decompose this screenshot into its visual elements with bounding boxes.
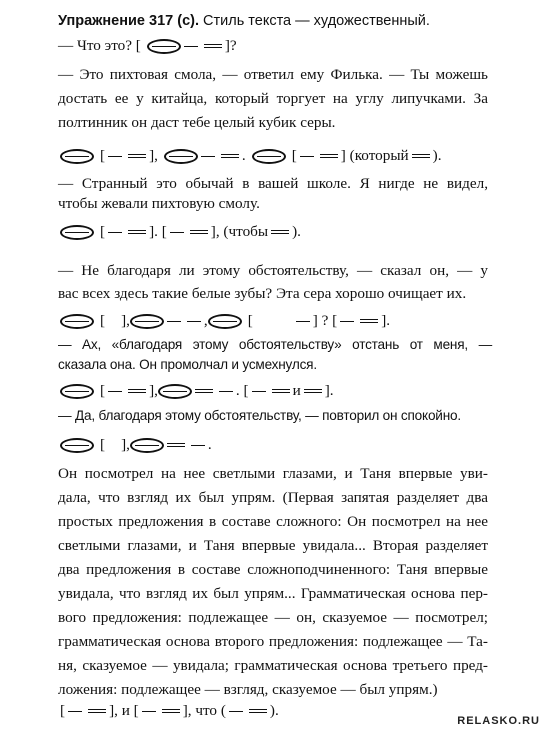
paragraph-line: ня, сказуемое — увидала; грамматическая основа третьего пред- [58, 657, 488, 674]
dialogue-line-1: — Что это? [ ]? [58, 37, 237, 54]
paragraph-line: увидала, что взгляд их был упрям... Грамматическая основа пер- [58, 585, 488, 602]
text-line: сказала она. Он промолчал и усмехнулся. [58, 357, 317, 372]
text-line: чтобы жевали пихтовую смолу. [58, 195, 260, 212]
paragraph-line: грамматическая основа второго предложения: подлежащее — Та- [58, 633, 488, 650]
paragraph-line: Он посмотрел на нее светлыми глазами, и Таня впервые уви- [58, 465, 488, 482]
scheme-oval-icon [60, 384, 94, 399]
paragraph-line: светлыми глазами, и Таня впервые увидала... Вторая разделяет [58, 537, 488, 554]
sentence-scheme-2: [ ]. [ ], (чтобы ). [60, 221, 301, 243]
sentence-scheme-1: [ ], . [ ] (который ). [60, 145, 442, 167]
exercise-title [58, 12, 430, 30]
paragraph-line: дала, что взгляд их был упрям. (Первая запятая разделяет два [58, 489, 488, 506]
scheme-oval-icon [60, 149, 94, 164]
watermark: RELASKO.RU [457, 715, 540, 727]
text-line: — Ах, «благодаря этому обстоятельству» отстань от меня, — [58, 337, 492, 352]
scheme-oval-icon [164, 149, 198, 164]
subject-oval-icon [147, 39, 181, 54]
sentence-scheme-6: [ ], и [ ], что ( ). [60, 702, 279, 719]
sentence-scheme-4: [ ], . [ и ]. [60, 380, 334, 402]
exercise-number: Упражнение 317 (с). [58, 13, 199, 29]
paragraph-line: вого предложения: подлежащее — он, сказуемое — посмотрел; [58, 609, 488, 626]
text-line: — Да, благодаря этому обстоятельству, — повторил он спокойно. [58, 408, 461, 423]
sentence-scheme-3: [ ], , [ ] ? [ ]. [60, 310, 390, 332]
scheme-oval-icon [208, 314, 242, 329]
predicate-mark-icon [184, 46, 198, 47]
text-line: полтинник он даст тебе целый кубик серы. [58, 114, 336, 131]
scheme-oval-icon [252, 149, 286, 164]
text-line: достать ее у китайца, который торгует на углу липучками. За [58, 90, 488, 107]
scheme-oval-icon [60, 314, 94, 329]
scheme-oval-icon [60, 225, 94, 240]
paragraph-line: простых предложения в составе сложного: Он посмотрел на нее [58, 513, 488, 530]
exercise-style: Стиль текста — художественный. [199, 13, 430, 29]
paragraph-line: два предложения в составе сложноподчиненного: Таня впервые [58, 561, 488, 578]
paragraph-line: ложения: подлежащее — взгляд, сказуемое — был упрям.) [58, 681, 438, 698]
text-line: — Странный это обычай в вашей школе. Я нигде не видел, [58, 175, 488, 192]
text-line: вас всех здесь такие белые зубы? Эта сера хорошо очищает их. [58, 285, 467, 302]
scheme-oval-icon [130, 438, 164, 453]
text-line: — Не благодаря ли этому обстоятельству, — сказал он, — у [58, 262, 488, 279]
text-line: — Это пихтовая смола, — ответил ему Филька. — Ты можешь [58, 66, 488, 83]
scheme-oval-icon [158, 384, 192, 399]
scheme-oval-icon [60, 438, 94, 453]
sentence-scheme-5: [ ], . [60, 434, 212, 456]
scheme-oval-icon [130, 314, 164, 329]
predicate-mark-icon [204, 44, 222, 48]
